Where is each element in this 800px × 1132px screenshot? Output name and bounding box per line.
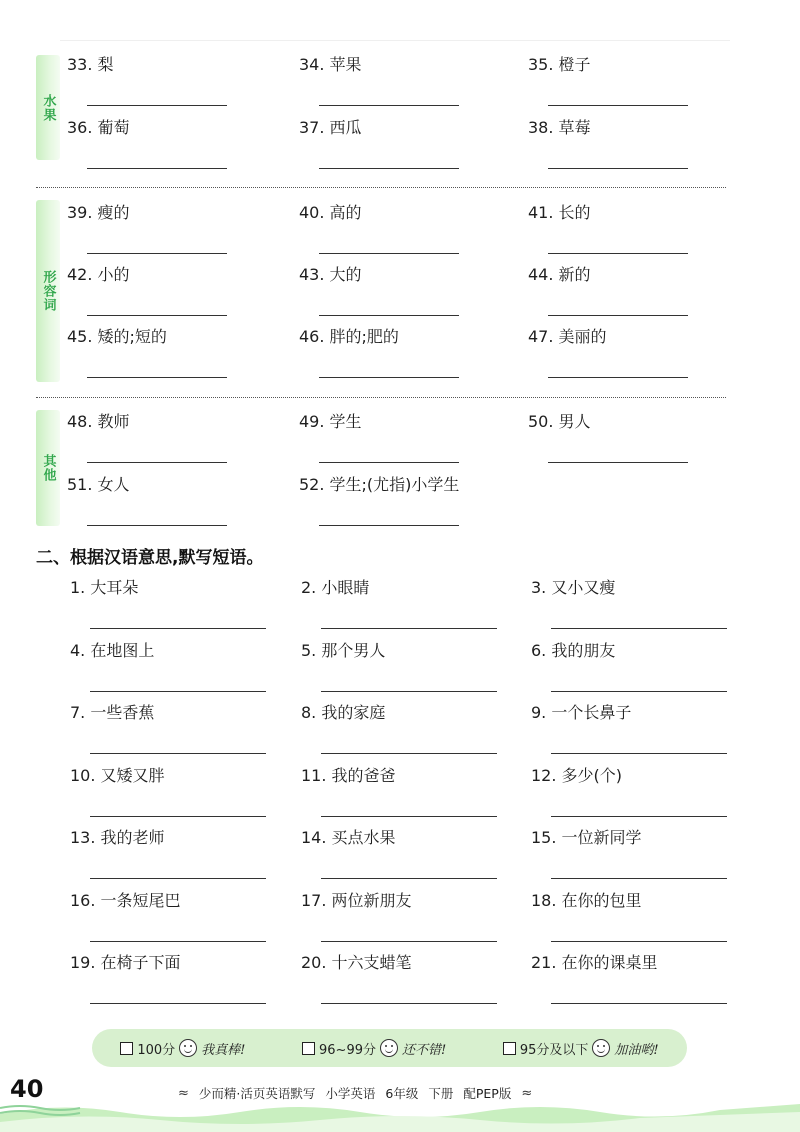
answer-line[interactable] (551, 1003, 727, 1004)
vocab-prompt: 48. 教师 (67, 412, 130, 431)
score-tier-2 (302, 1039, 446, 1058)
phrase-prompt: 10. 又矮又胖 (70, 765, 165, 785)
vocab-prompt: 37. 西瓜 (299, 118, 362, 137)
vocab-prompt: 49. 学生 (299, 412, 362, 431)
answer-line[interactable] (90, 878, 266, 879)
vocab-prompt: 50. 男人 (528, 412, 591, 431)
answer-line[interactable] (321, 753, 497, 754)
answer-line[interactable] (319, 253, 459, 254)
category-label-other: 其他 (40, 454, 56, 482)
phrase-prompt: 21. 在你的课桌里 (531, 953, 658, 972)
score-tier-3 (503, 1039, 659, 1058)
phrase-prompt: 9. 一个长鼻子 (531, 703, 632, 722)
answer-line[interactable] (319, 168, 459, 169)
phrase-prompt: 15. 一位新同学 (531, 828, 642, 847)
answer-line[interactable] (321, 816, 497, 817)
footer-series: 少而精·活页英语默写 (198, 1086, 316, 1101)
vocab-prompt: 34. 苹果 (299, 55, 362, 74)
answer-line[interactable] (321, 691, 497, 692)
phrase-prompt: 11. 我的爸爸 (301, 765, 396, 785)
category-tab-adjective (36, 200, 60, 382)
vocab-prompt: 38. 草莓 (528, 118, 591, 137)
smiley-face-icon (380, 1039, 398, 1057)
phrase-prompt: 5. 那个男人 (301, 640, 386, 660)
phrase-prompt: 7. 一些香蕉 (70, 703, 155, 722)
vocab-prompt: 33. 梨 (67, 55, 114, 74)
vocab-prompt: 51. 女人 (67, 475, 130, 494)
answer-line[interactable] (551, 816, 727, 817)
answer-line[interactable] (90, 753, 266, 754)
vocab-prompt: 44. 新的 (528, 265, 591, 284)
footer-wave-decoration (0, 1100, 800, 1132)
phrase-prompt: 3. 又小又瘦 (531, 578, 616, 597)
answer-line[interactable] (551, 691, 727, 692)
phrase-prompt: 8. 我的家庭 (301, 703, 386, 722)
score-tier-note: 我真棒! (201, 1042, 246, 1058)
phrase-prompt: 14. 买点水果 (301, 828, 396, 847)
answer-line[interactable] (551, 941, 727, 942)
score-tier-note: 加油哟! (614, 1042, 659, 1058)
footer-info (178, 1084, 532, 1102)
answer-line[interactable] (548, 315, 688, 316)
footer-edition: 配PEP版 (463, 1086, 512, 1101)
checkbox-icon[interactable] (120, 1042, 133, 1055)
phrase-prompt: 4. 在地图上 (70, 640, 155, 660)
answer-line[interactable] (548, 462, 688, 463)
phrase-prompt: 6. 我的朋友 (531, 640, 616, 660)
phrase-prompt: 19. 在椅子下面 (70, 953, 181, 972)
score-tier-label: 95分及以下 (519, 1042, 589, 1058)
answer-line[interactable] (321, 628, 497, 629)
footer-subject: 小学英语 (325, 1086, 376, 1101)
answer-line[interactable] (319, 315, 459, 316)
phrase-prompt: 17. 两位新朋友 (301, 890, 412, 910)
vocab-prompt: 42. 小的 (67, 265, 130, 284)
category-label-fruit: 水果 (40, 93, 56, 122)
wave-icon: ≈ (178, 1085, 189, 1101)
answer-line[interactable] (87, 525, 227, 526)
category-tab-other (36, 410, 60, 526)
answer-line[interactable] (551, 628, 727, 629)
vocab-prompt: 39. 瘦的 (67, 203, 130, 222)
score-tier-label: 100分 (137, 1042, 176, 1058)
answer-line[interactable] (87, 315, 227, 316)
score-tier-note: 还不错! (402, 1042, 447, 1058)
answer-line[interactable] (551, 878, 727, 879)
phrase-prompt: 12. 多少(个) (531, 765, 623, 785)
page-number: 40 (10, 1075, 44, 1103)
category-tab-fruit (36, 55, 60, 160)
answer-line[interactable] (321, 1003, 497, 1004)
vocab-prompt: 36. 葡萄 (67, 118, 130, 137)
answer-line[interactable] (319, 377, 459, 378)
footer-grade: 6年级 (385, 1086, 419, 1101)
answer-line[interactable] (90, 941, 266, 942)
answer-line[interactable] (87, 462, 227, 463)
wave-icon: ≈ (521, 1085, 533, 1101)
answer-line[interactable] (87, 105, 227, 106)
section-title: 二、根据汉语意思,默写短语。 (36, 548, 264, 568)
vocab-prompt: 40. 高的 (299, 203, 362, 222)
answer-line[interactable] (87, 377, 227, 378)
answer-line[interactable] (90, 816, 266, 817)
answer-line[interactable] (321, 878, 497, 879)
vocab-prompt: 35. 橙子 (528, 55, 591, 74)
answer-line[interactable] (321, 941, 497, 942)
answer-line[interactable] (90, 1003, 266, 1004)
checkbox-icon[interactable] (302, 1042, 315, 1055)
checkbox-icon[interactable] (503, 1042, 516, 1055)
phrase-prompt: 20. 十六支蜡笔 (301, 953, 412, 972)
smiley-face-icon (179, 1039, 197, 1057)
phrase-prompt: 18. 在你的包里 (531, 890, 642, 910)
score-banner (92, 1029, 687, 1067)
answer-line[interactable] (87, 253, 227, 254)
answer-line[interactable] (319, 105, 459, 106)
answer-line[interactable] (548, 168, 688, 169)
answer-line[interactable] (548, 105, 688, 106)
answer-line[interactable] (319, 462, 459, 463)
section-divider (36, 187, 726, 188)
vocab-prompt: 45. 矮的;短的 (67, 327, 167, 346)
vocab-prompt: 41. 长的 (528, 203, 591, 222)
answer-line[interactable] (548, 253, 688, 254)
vocab-prompt: 46. 胖的;肥的 (299, 327, 399, 346)
category-label-adjective: 形容词 (40, 270, 56, 312)
footer-volume: 下册 (428, 1086, 454, 1101)
vocab-prompt: 52. 学生;(尤指)小学生 (299, 475, 460, 494)
answer-line[interactable] (319, 525, 459, 526)
phrase-prompt: 1. 大耳朵 (70, 578, 139, 597)
answer-line[interactable] (548, 377, 688, 378)
answer-line[interactable] (90, 628, 266, 629)
answer-line[interactable] (87, 168, 227, 169)
top-rule (60, 40, 730, 41)
answer-line[interactable] (551, 753, 727, 754)
phrase-prompt: 13. 我的老师 (70, 828, 165, 847)
phrase-prompt: 2. 小眼睛 (301, 578, 370, 597)
score-tier-label: 96~99分 (319, 1042, 376, 1058)
answer-line[interactable] (90, 691, 266, 692)
score-tier-1 (120, 1039, 245, 1058)
vocab-prompt: 43. 大的 (299, 265, 362, 284)
smiley-face-icon (592, 1039, 610, 1057)
phrase-prompt: 16. 一条短尾巴 (70, 890, 181, 910)
section-divider (36, 397, 726, 398)
vocab-prompt: 47. 美丽的 (528, 327, 607, 346)
